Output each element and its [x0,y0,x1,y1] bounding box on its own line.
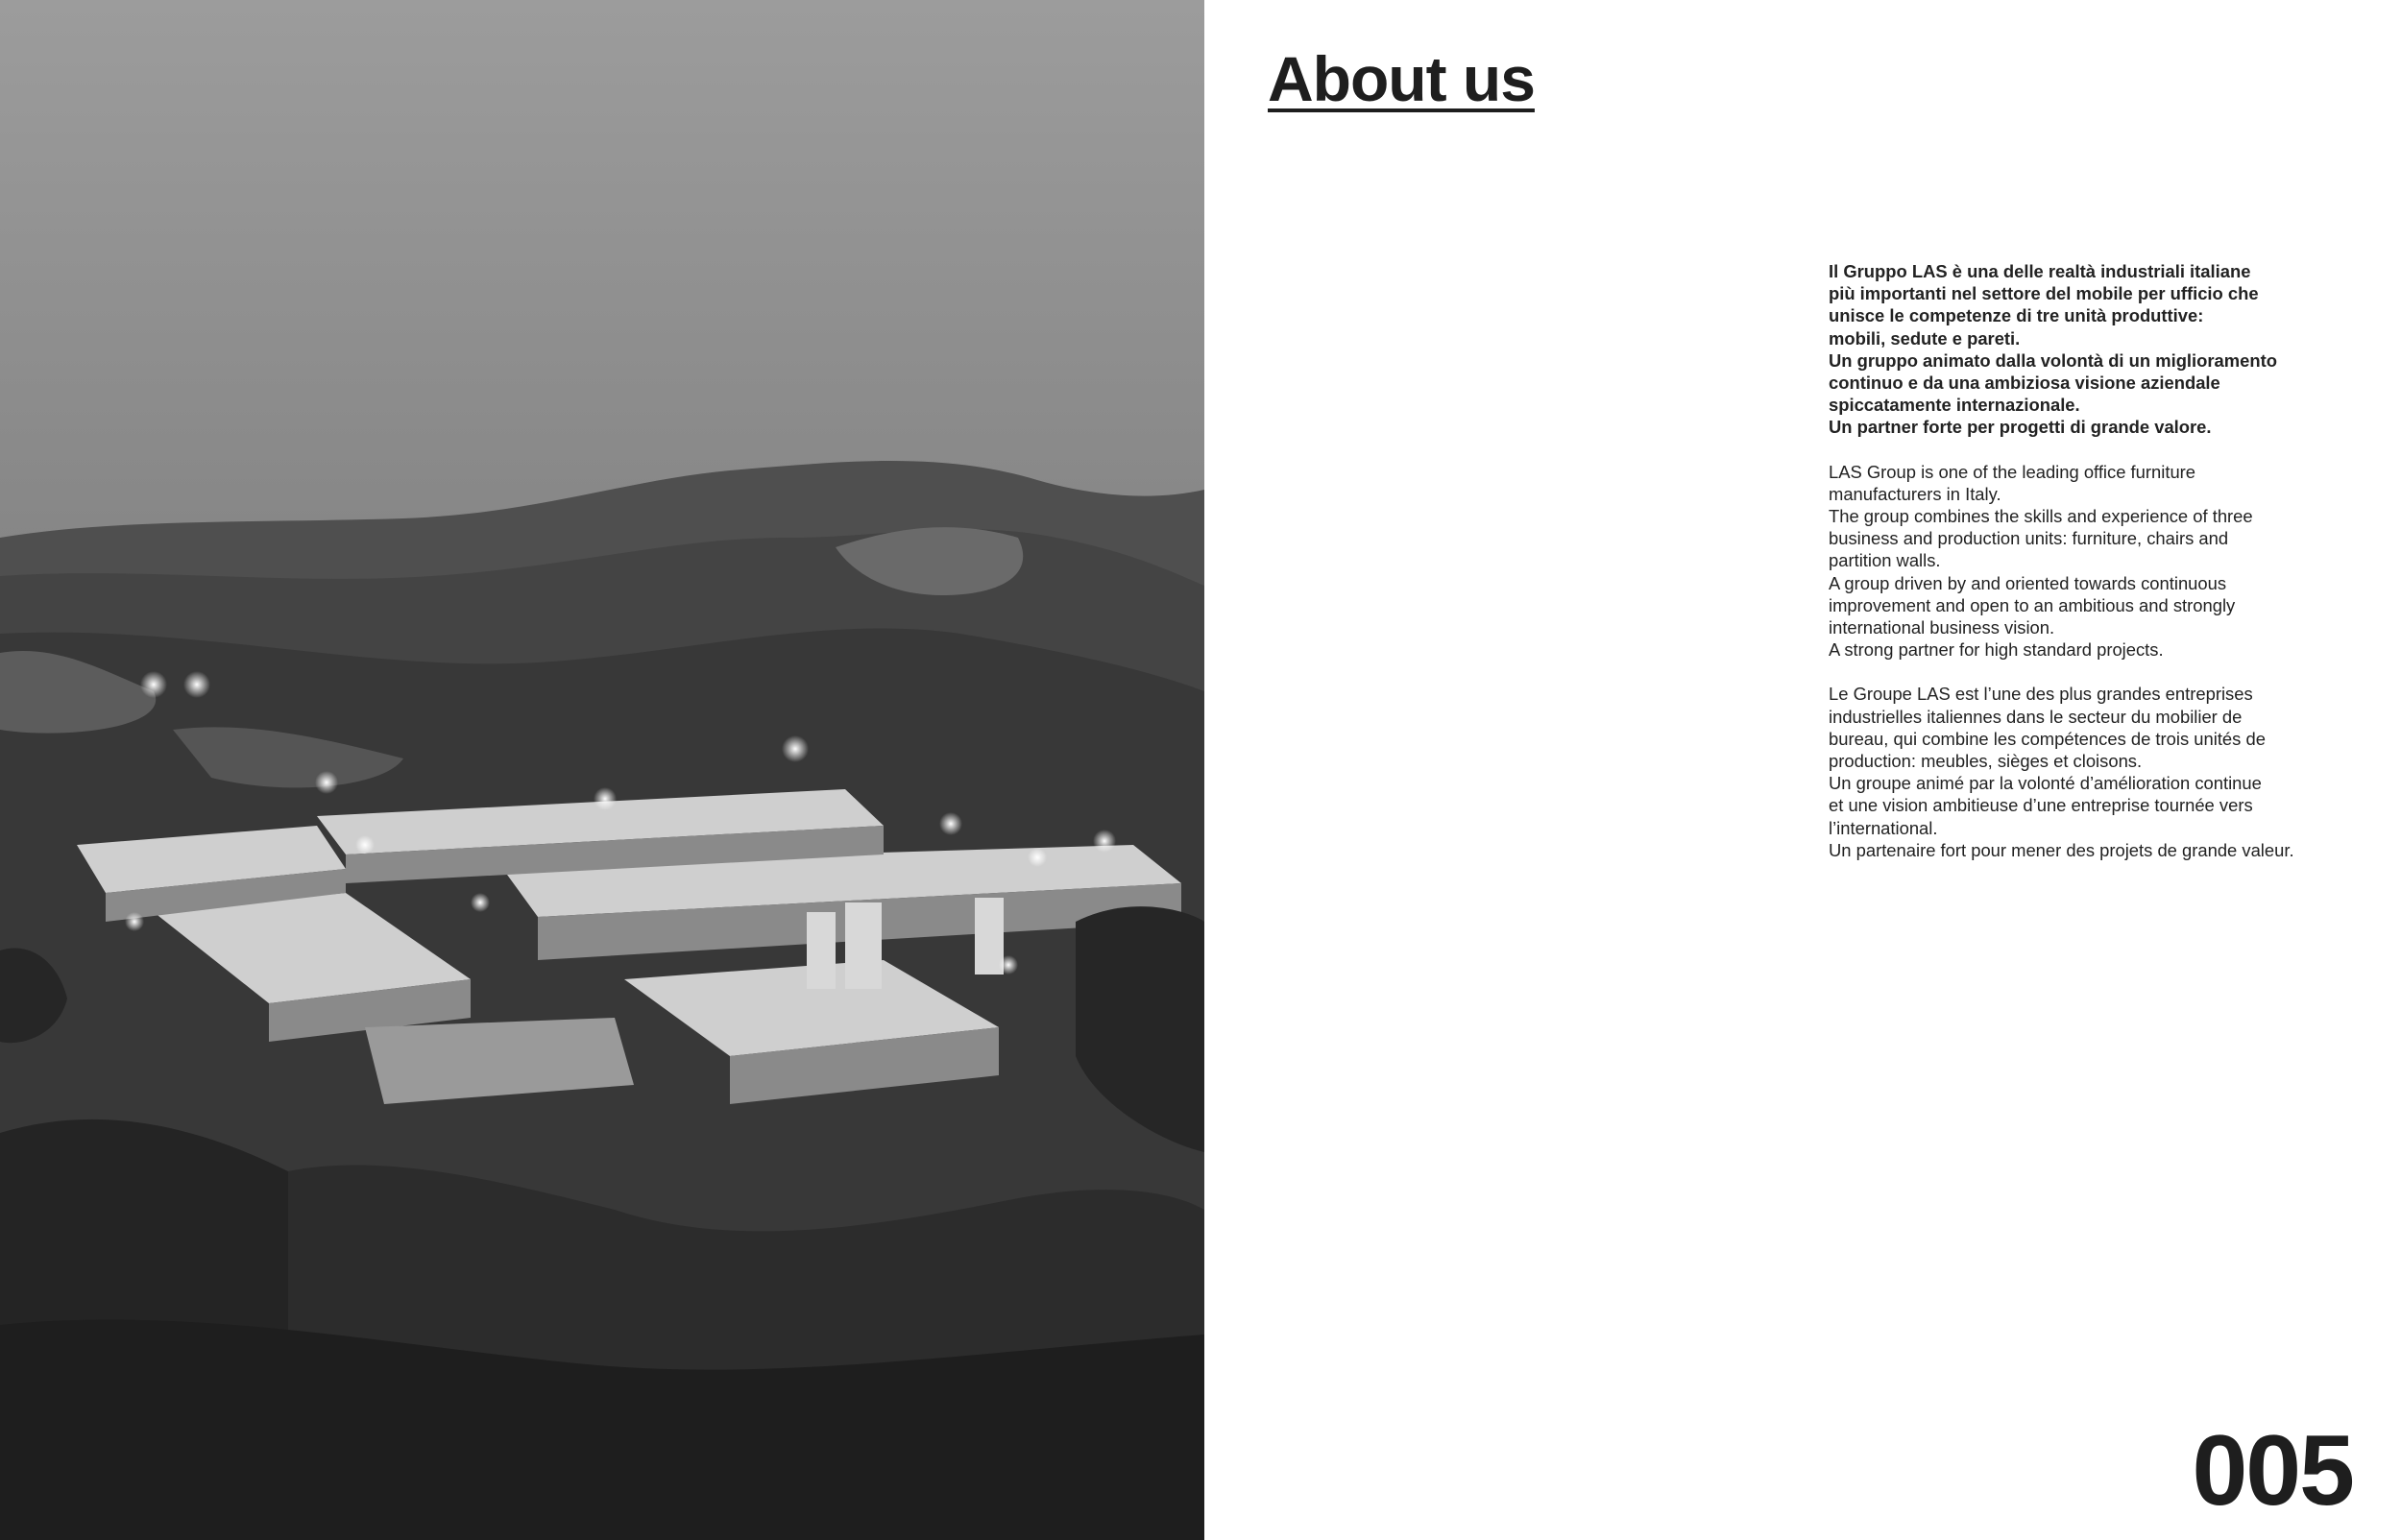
text-line: LAS Group is one of the leading office furniture [1829,461,2196,482]
text-line: manufacturers in Italy. [1829,483,2001,504]
text-line: Un partner forte per progetti di grande valore. [1829,417,2212,438]
text-line: production: meubles, sièges et cloisons. [1829,751,2143,772]
body-text [1829,260,2366,883]
text-line: unisce le competenze di tre unità produttive: [1829,305,2204,326]
text-line: A strong partner for high standard projects. [1829,639,2164,661]
text-line: et une vision ambitieuse d’une entreprise tournée vers [1829,795,2253,816]
text-line: business and production units: furniture, chairs and [1829,528,2229,549]
text-line: A group driven by and oriented towards continuous [1829,572,2227,593]
paragraph-italian [1829,260,2366,439]
page-number: 005 [2192,1415,2353,1527]
paragraph-french [1829,683,2366,861]
paragraph-english [1829,461,2366,662]
text-line: Il Gruppo LAS è una delle realtà industriali italiane [1829,261,2251,281]
text-line: improvement and open to an ambitious and strongly [1829,594,2236,615]
text-line: international business vision. [1829,617,2055,638]
text-line: spiccatamente internazionale. [1829,395,2080,416]
text-line: Un gruppo animato dalla volontà di un miglioramento [1829,349,2277,371]
page-title: About us [1268,43,1535,114]
text-line: più importanti nel settore del mobile per ufficio che [1829,283,2259,304]
text-line: industrielles italiennes dans le secteur du mobilier de [1829,706,2243,727]
text-line: Un partenaire fort pour mener des projets de grande valeur. [1829,839,2294,860]
text-line: partition walls. [1829,550,1941,571]
text-line: Un groupe animé par la volonté d’amélioration continue [1829,773,2262,794]
text-line: continuo e da una ambiziosa visione aziendale [1829,373,2220,394]
text-line: Le Groupe LAS est l’une des plus grandes entreprises [1829,684,2253,705]
text-line: The group combines the skills and experience of three [1829,506,2253,527]
text-line: bureau, qui combine les compétences de trois unités de [1829,728,2266,749]
text-line: mobili, sedute e pareti. [1829,327,2021,349]
text-line: l’international. [1829,817,1938,838]
